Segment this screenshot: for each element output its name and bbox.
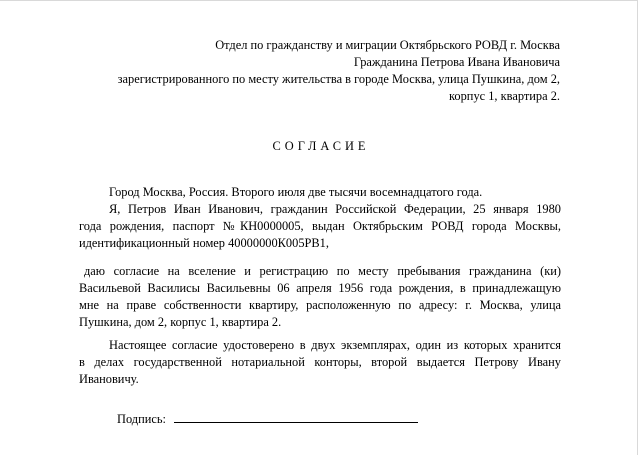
paragraph-line: Васильевой Василисы Васильевны 06 апреля 1956 года рождения, в принадлежащую — [79, 281, 561, 295]
header-line: корпус 1, квартира 2. — [449, 89, 560, 103]
paragraph-certification — [79, 337, 561, 388]
paragraph-line: Город Москва, Россия. Второго июля две тысячи восемнадцатого года. — [109, 185, 483, 199]
paragraph-line: Ивановичу. — [79, 372, 139, 386]
paragraph-line: Пушкина, дом 2, корпус 1, квартира 2. — [79, 315, 282, 329]
header-line: Отдел по гражданству и миграции Октябрьского РОВД г. Москва — [215, 38, 560, 52]
paragraph-consent — [79, 263, 561, 331]
signature-line — [174, 410, 418, 423]
header-line: Гражданина Петрова Ивана Ивановича — [353, 55, 560, 69]
paragraph-line: мне на праве собственности квартиру, расположенную по адресу: г. Москва, улица — [79, 298, 561, 312]
header-line: зарегистрированного по месту жительства в городе Москва, улица Пушкина, дом 2, — [117, 72, 560, 86]
addressee-block — [80, 37, 560, 105]
paragraph-identity — [79, 184, 561, 252]
paragraph-line: идентификационный номер 40000000К005РВ1, — [79, 236, 329, 250]
paragraph-line: даю согласие на вселение и регистрацию по месту пребывания гражданина (ки) — [84, 264, 561, 278]
document-title: СОГЛАСИЕ — [272, 139, 370, 153]
paragraph-line: в делах государственной нотариальной конторы, второй выдается Петрову Ивану — [79, 355, 561, 369]
signature-label: Подпись: — [117, 412, 166, 426]
paragraph-line: Настоящее согласие удостоверено в двух экземплярах, один из которых хранится — [109, 338, 561, 352]
page-border-top — [0, 0, 638, 1]
paragraph-line: Я, Петров Иван Иванович, гражданин Российской Федерации, 25 января 1980 — [109, 202, 561, 216]
paragraph-line: года рождения, паспорт №КН0000005, выдан Октябрьским РОВД города Москвы, — [79, 219, 561, 233]
signature-block — [117, 410, 418, 428]
